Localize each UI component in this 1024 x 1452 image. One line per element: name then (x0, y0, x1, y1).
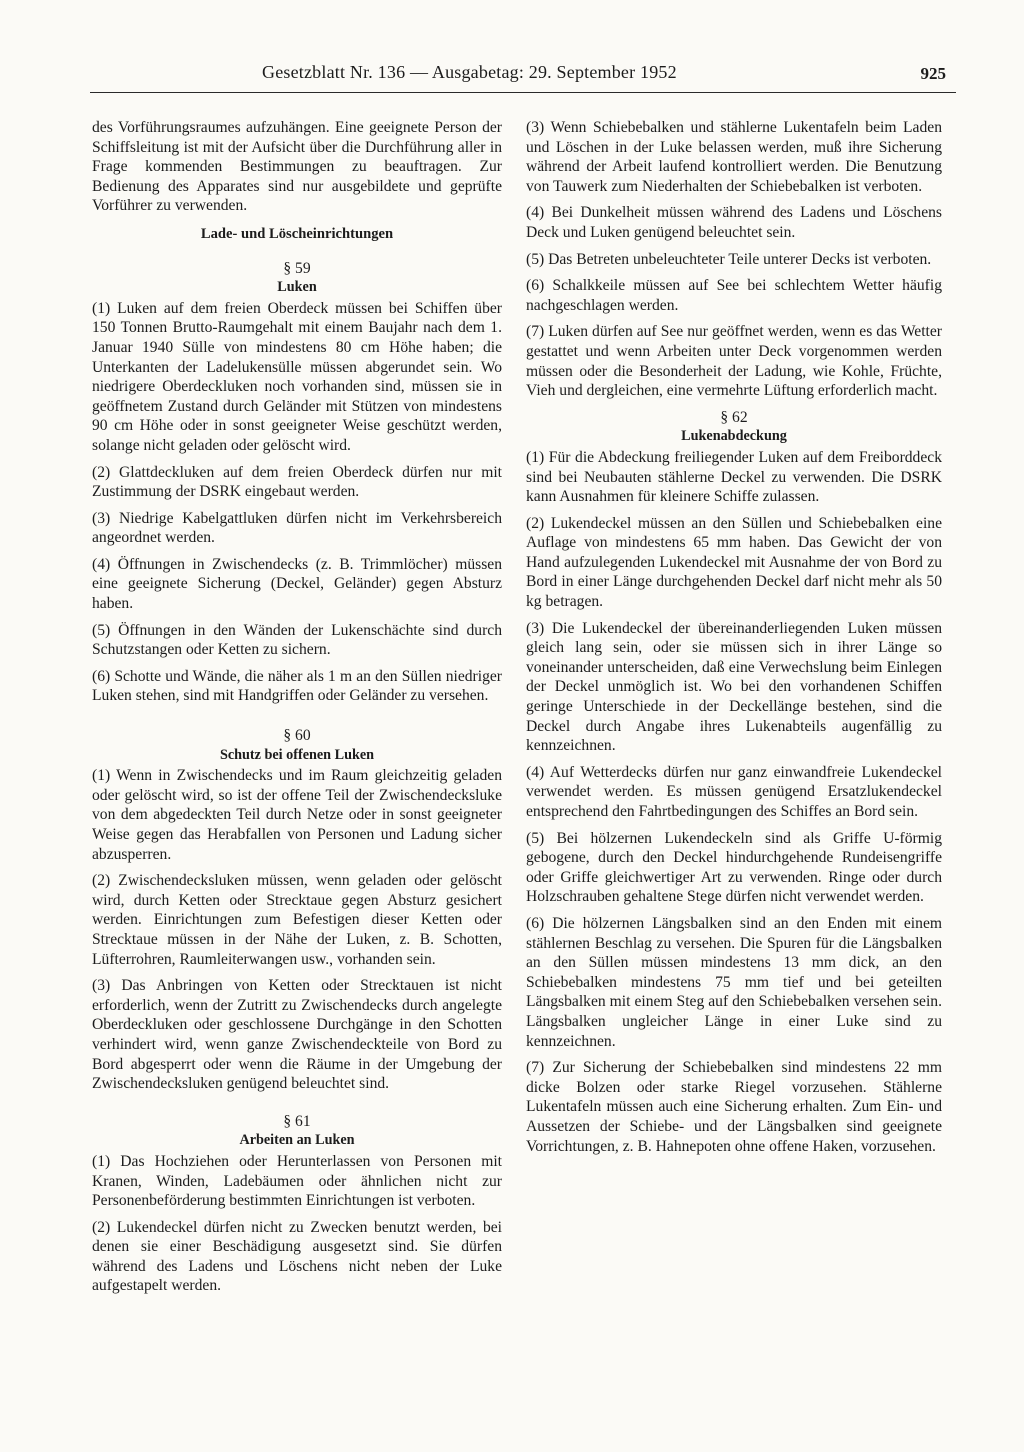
s61-p6: (6) Schalkkeile müssen auf See bei schlechtem Wetter häufig nachgeschlagen werden. (526, 277, 942, 314)
paragraph-title-60: Schutz bei offenen Luken (219, 746, 375, 763)
s62-p7: (7) Zur Sicherung der Schiebebalken sind mindestens 22 mm dicke Bolzen oder starke Riegel vorzusehen. Stählerne Lukentafeln müssen auch eine Sicherung erhalten. Zum Ein- und Aussetzen der Schiebe- und der Längsbalken sind geeignete Vorrichtungen, z. B. Hahnepoten ohne offene Haken, vorzusehen. (526, 1059, 942, 1155)
s59-p1: (1) Luken auf dem freien Oberdeck müssen bei Schiffen über 150 Tonnen Brutto-Raumgehalt mit einem Baujahr nach dem 1. Januar 1940 Sülle von mindestens 80 cm Höhe haben; die Unterkanten der Ladelukensülle müssen abgerundet sein. Wo niedrigere Oberdeckluken noch vorhanden sind, müssen sie in geöffnetem Zustand durch Geländer mit Stützen von mindestens 90 cm Höhe oder in sonst geeigneter Weise geschützt werden, solange nicht geladen oder gelöscht wird. (92, 299, 502, 454)
s61-p1: (1) Das Hochziehen oder Herunterlassen von Personen mit Kranen, Winden, Ladebäumen oder ähnlichen nicht zur Personenbeförderung bestimmten Einrichtungen ist verboten. (92, 1152, 502, 1210)
intro-paragraph: des Vorführungsraumes aufzuhängen. Eine geeignete Person der Schiffsleitung ist mit der Aufsicht über die Durchführung aller in Frage kommenden Bestimmungen zu beauftragen. Zur Bedienung des Apparates sind nur ausgebildete und geprüfte Vorführer zu verwenden. (92, 119, 502, 215)
paragraph-number-62: § 62 (720, 408, 748, 426)
paragraph-title-59: Luken (277, 279, 317, 296)
gazette-title: Gesetzblatt Nr. 136 — Ausgabetag: 29. September 1952 (262, 62, 677, 82)
s60-p3: (3) Das Anbringen von Ketten oder Strecktauen ist nicht erforderlich, wenn der Zutritt zu Zwischendecks durch angelegte Oberdeckluken oder geschlossene Durchgänge in den Schotten verhindert wird, wenn ganze Zwischendeckteile von Bord zu Bord abgesperrt oder wenn die Räume in der Umgebung der Zwischendecksluken genügend beleuchtet sind. (92, 977, 502, 1093)
s61-p7: (7) Luken dürfen auf See nur geöffnet werden, wenn es das Wetter gestattet und wenn Arbeiten unter Deck vorgenommen werden müssen oder die Besonderheit der Ladung, wie Kohle, Früchte, Vieh und dergleichen, eine vermehrte Lüftung erforderlich macht. (526, 323, 942, 400)
s62-p2: (2) Lukendeckel müssen an den Süllen und Schiebebalken eine Auflage von mindestens 65 mm haben. Das Gewicht der von Hand aufzulegenden Lukendeckel mit Ausnahme der von Bord zu Bord in einer Länge durchgehenden Deckel darf nicht mehr als 50 kg betragen. (526, 514, 942, 611)
s61-p4: (4) Bei Dunkelheit müssen während des Ladens und Löschens Deck und Luken genügend beleuchtet sein. (526, 204, 942, 241)
paragraph-number-60: § 60 (283, 727, 311, 745)
s61-p5: (5) Das Betreten unbeleuchteter Teile unterer Decks ist verboten. (526, 250, 932, 268)
s62-p6: (6) Die hölzernen Längsbalken sind an den Enden mit einem stählernen Beschlag zu versehen. Die Spuren für die Längsbalken an den Süllen müssen mindestens 13 mm dick, an den Schiebebalken mindestens 75 mm tief und bei geteilten Längsbalken mit einem Steg auf den Schiebebalken versehen sein. Längsbalken ungleicher Länge in einer Luke sind zu kennzeichnen. (526, 914, 942, 1050)
section-title: Lade- und Löscheinrichtungen (200, 225, 394, 242)
s61-p2: (2) Lukendeckel dürfen nicht zu Zwecken benutzt werden, bei denen sie einer Beschädigung ausgesetzt sind. Sie dürfen während des Ladens und Löschens nicht neben der Luke aufgestapelt werden. (92, 1218, 502, 1295)
s60-p2: (2) Zwischendecksluken müssen, wenn geladen oder gelöscht wird, durch Ketten oder Strecktaue gegen Absturz gesichert werden. Einrichtungen zum Befestigen dieser Ketten oder Strecktaue müssen in der Nähe der Luken, z. B. Schotten, Lüfterrohren, Raumleiterwangen usw., vorhanden sein. (92, 872, 502, 968)
s61-p3: (3) Wenn Schiebebalken und stählerne Lukentafeln beim Laden und Löschen in der Luke belassen werden, muß ihre Sicherung während der Arbeit laufend kontrolliert werden. Die Benutzung von Tauwerk zum Niederhalten der Schiebebalken ist verboten. (526, 119, 942, 195)
s59-p4: (4) Öffnungen in Zwischendecks (z. B. Trimmlöcher) müssen eine geeignete Sicherung (Deckel, Geländer) gegen Absturz haben. (92, 555, 502, 613)
s62-p5: (5) Bei hölzernen Lukendeckeln sind als Griffe U-förmig gebogene, durch den Deckel hindurchgehende Rundeisengriffe oder Griffe gleichwertiger Art zu verwenden. Ringe oder durch Holzschrauben gehaltene Stege dürfen nicht verwendet werden. (526, 829, 942, 906)
paragraph-title-61: Arbeiten an Luken (239, 1132, 355, 1149)
s59-p2: (2) Glattdeckluken auf dem freien Oberdeck dürfen nur mit Zustimmung der DSRK eingebaut werden. (92, 463, 502, 501)
page-header (90, 62, 956, 93)
paragraph-title-62: Lukenabdeckung (681, 428, 787, 445)
s62-p4: (4) Auf Wetterdecks dürfen nur ganz einwandfreie Lukendeckel verwendet werden. Es müssen genügend Ersatzlukendeckel entsprechend den Fahrtbedingungen des Schiffes an Bord sein. (526, 763, 942, 820)
page-number: 925 (920, 64, 946, 83)
s59-p5: (5) Öffnungen in den Wänden der Lukenschächte sind durch Schutzstangen oder Ketten zu sichern. (92, 621, 502, 659)
left-column (92, 118, 502, 1303)
right-column (526, 118, 942, 1163)
s62-p1: (1) Für die Abdeckung freiliegender Luken auf dem Freiborddeck sind bei Neubauten stählerne Deckel zu verwenden. Die DSRK kann Ausnahmen für kleinere Schiffe zulassen. (526, 448, 942, 506)
s62-p3: (3) Die Lukendeckel der übereinanderliegenden Luken müssen gleich lang sein, oder sie müssen sich in ihrer Länge so voneinander unterscheiden, daß eine Verwechslung beim Einlegen der Deckel unmöglich ist. Wo bei den vorhandenen Schiffen geringe Unterschiede in der Deckellänge bestehen, sind die Deckel durch Angabe ihres Lukenabteils augenfällig zu kennzeichnen. (526, 619, 942, 755)
s59-p3: (3) Niedrige Kabelgattluken dürfen nicht im Verkehrsbereich angeordnet werden. (92, 509, 502, 547)
paragraph-number-59: § 59 (283, 259, 311, 277)
s59-p6: (6) Schotte und Wände, die näher als 1 m an den Süllen niedriger Luken stehen, sind mit Handgriffen oder Geländer zu versehen. (92, 667, 502, 705)
paragraph-number-61: § 61 (283, 1112, 311, 1130)
s60-p1: (1) Wenn in Zwischendecks und im Raum gleichzeitig geladen oder gelöscht wird, so ist der offene Teil der Zwischendecksluke von dem abgedeckten Teil durch Netze oder in sonst geeigneter Weise gegen das Herabfallen von Personen und Ladung sicher abzusperren. (92, 767, 502, 863)
